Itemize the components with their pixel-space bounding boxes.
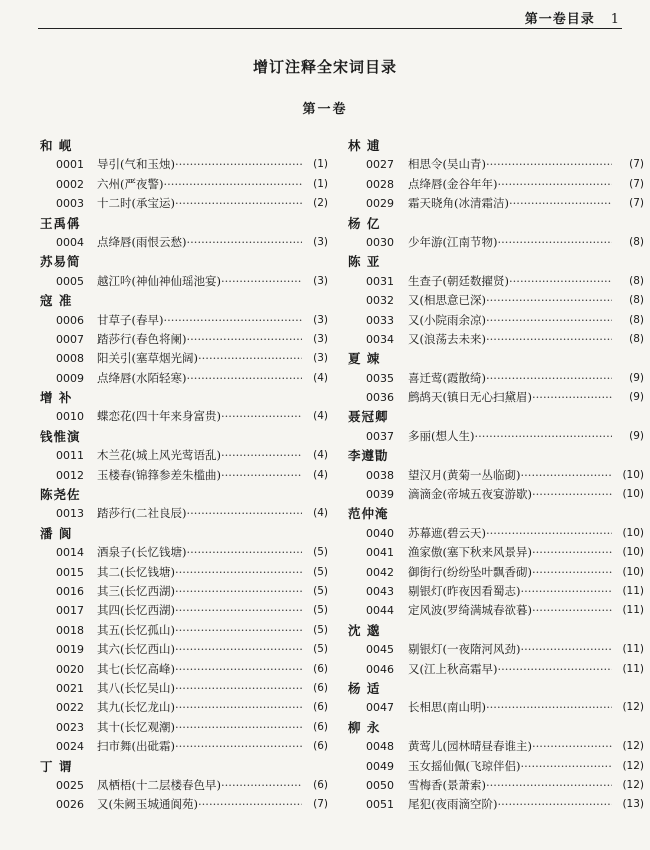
toc-entry[interactable] [348,233,644,252]
entry-title [408,524,612,543]
entry-number: 0003 [56,197,84,211]
toc-entry[interactable] [40,660,330,679]
entry-title [408,698,612,717]
entry-page: (6) [313,681,328,694]
toc-entry[interactable] [40,369,330,388]
entry-number: 0002 [56,177,84,191]
toc-entry[interactable] [348,543,644,562]
entry-number: 0050 [366,778,394,792]
entry-number: 0006 [56,313,84,327]
entry-title [408,175,612,194]
toc-entry[interactable] [348,155,644,174]
entry-title [97,504,302,523]
entry-title-text: 六州(严夜警) [97,176,164,191]
toc-entry[interactable] [40,175,330,194]
entry-title-text: 又(江上秋高霜早) [408,661,498,676]
entry-title-text: 雪梅香(景萧索) [408,777,486,792]
entry-number: 0016 [56,584,84,598]
toc-entry[interactable] [348,330,644,349]
entry-title-text: 又(朱阙玉城通阆苑) [97,797,198,812]
entry-number: 0037 [366,429,394,443]
entry-title-text: 其二(长忆钱塘) [97,564,175,579]
toc-left-column [40,136,330,815]
entry-number: 0014 [56,546,84,560]
entry-title [97,679,302,698]
entry-page: (3) [313,274,328,287]
entry-title [408,485,612,504]
entry-title-text: 又(相思意已深) [408,293,486,308]
entry-title-text: 踏莎行(二社良辰) [97,506,187,521]
toc-entry[interactable] [40,621,330,640]
entry-page: (12) [622,701,644,714]
entry-number: 0025 [56,778,84,792]
entry-page: (12) [622,778,644,791]
entry-title-text: 其四(长忆西湖) [97,603,175,618]
entry-title [97,311,302,330]
toc-entry[interactable] [348,757,644,776]
entry-page: (11) [622,584,644,597]
entry-number: 0013 [56,507,84,521]
entry-page: (4) [313,410,328,423]
entry-number: 0017 [56,604,84,618]
entry-title [408,233,612,252]
entry-title [408,291,612,310]
entry-number: 0040 [366,526,394,540]
entry-number: 0035 [366,371,394,385]
entry-number: 0049 [366,759,394,773]
toc-entry[interactable] [348,369,644,388]
entry-title-text: 黄莺儿(园林晴昼春谁主) [408,739,532,754]
entry-title-text: 其九(长忆龙山) [97,700,175,715]
entry-number: 0048 [366,740,394,754]
entry-title [408,660,612,679]
entry-title-text: 玉女摇仙佩(飞琼伴侣) [408,758,521,773]
toc-entry[interactable] [40,233,330,252]
toc-entry[interactable] [348,582,644,601]
entry-title [97,543,302,562]
entry-title-text: 多丽(想人生) [408,428,475,443]
toc-entry[interactable] [40,601,330,620]
entry-title [408,330,612,349]
volume-title: 第一卷 [302,102,348,117]
entry-number: 0008 [56,352,84,366]
toc-entry[interactable] [348,524,644,543]
toc-entry[interactable] [40,795,330,814]
entry-number: 0001 [56,158,84,172]
entry-title-text: 凤栖梧(十二层楼春色早) [97,777,221,792]
entry-page: (9) [629,429,644,442]
entry-page: (10) [622,565,644,578]
entry-page: (8) [629,313,644,326]
entry-title [97,776,302,795]
entry-page: (5) [313,623,328,636]
entry-title [97,737,302,756]
entry-title-text: 又(浪荡去未来) [408,331,486,346]
entry-number: 0044 [366,604,394,618]
author-heading: 沈 邈 [348,622,381,638]
entry-title-text: 十二时(承宝运) [97,196,175,211]
entry-number: 0012 [56,468,84,482]
entry-title [97,582,302,601]
entry-number: 0026 [56,798,84,812]
entry-title-text: 扫市舞(出砒霜) [97,739,175,754]
entry-title-text: 越江吟(神仙神仙瑶池宴) [97,273,221,288]
entry-number: 0005 [56,274,84,288]
author-heading: 潘 阆 [40,525,73,541]
toc-entry[interactable] [348,660,644,679]
entry-title [97,155,302,174]
entry-title-text: 长相思(南山明) [408,700,486,715]
entry-title-text: 御街行(纷纷坠叶飘香砌) [408,564,532,579]
entry-title [97,194,302,213]
toc-entry[interactable] [40,563,330,582]
entry-title-text: 苏幕遮(碧云天) [408,525,486,540]
entry-title-text: 尾犯(夜雨滴空阶) [408,797,498,812]
entry-title-text: 霜天晓角(冰清霜洁) [408,196,509,211]
entry-page: (4) [313,371,328,384]
toc-entry[interactable] [40,349,330,368]
toc-entry[interactable] [348,291,644,310]
entry-page: (10) [622,526,644,539]
entry-page: (10) [622,468,644,481]
toc-entry[interactable] [40,155,330,174]
entry-title [97,272,302,291]
toc-entry[interactable] [40,640,330,659]
running-head-label: 第一卷目录 [524,12,595,27]
entry-page: (1) [313,177,328,190]
entry-title [97,446,302,465]
entry-title [408,466,612,485]
entry-page: (6) [313,778,328,791]
entry-number: 0046 [366,662,394,676]
toc-entry[interactable] [348,272,644,291]
entry-title [97,601,302,620]
toc-entry[interactable] [348,427,644,446]
entry-title-text: 其八(长忆吴山) [97,680,175,695]
entry-title [408,640,612,659]
author-heading: 丁 谓 [40,758,73,774]
entry-title [97,349,302,368]
entry-page: (11) [622,604,644,617]
entry-title-text: 其五(长忆孤山) [97,622,175,637]
entry-page: (3) [313,313,328,326]
entry-title [97,795,302,814]
entry-page: (2) [313,197,328,210]
toc-entry[interactable] [348,737,644,756]
entry-title-text: 定风波(罗绮满城春欲暮) [408,603,532,618]
entry-title [408,601,612,620]
entry-title-text: 其三(长忆西湖) [97,583,175,598]
entry-title [97,175,302,194]
entry-number: 0031 [366,274,394,288]
toc-entry[interactable] [40,504,330,523]
entry-title [97,660,302,679]
entry-title-text: 喜迁莺(霞散绮) [408,370,486,385]
toc-entry[interactable] [348,698,644,717]
entry-number: 0036 [366,391,394,405]
entry-page: (7) [629,158,644,171]
author-heading: 杨 亿 [348,215,381,231]
entry-page: (3) [313,235,328,248]
entry-title [408,757,612,776]
entry-title-text: 相思令(吴山青) [408,157,486,172]
entry-number: 0047 [366,701,394,715]
entry-title [97,330,302,349]
entry-title [408,795,612,814]
entry-title-text: 其七(长忆高峰) [97,661,175,676]
toc-entry[interactable] [40,776,330,795]
entry-title-text: 又(小院雨余凉) [408,312,486,327]
entry-page: (10) [622,546,644,559]
toc-entry[interactable] [40,718,330,737]
entry-number: 0038 [366,468,394,482]
entry-number: 0034 [366,332,394,346]
entry-title-text: 剔银灯(昨夜因看蜀志) [408,583,521,598]
entry-title-text: 其六(长忆西山) [97,642,175,657]
entry-number: 0010 [56,410,84,424]
header-rule [38,28,622,29]
entry-title [97,698,302,717]
author-heading: 杨 适 [348,680,381,696]
entry-title-text: 玉楼春(锦箨参差朱槛曲) [97,467,221,482]
entry-number: 0024 [56,740,84,754]
entry-page: (7) [629,197,644,210]
running-head [525,8,620,27]
entry-title [408,369,612,388]
entry-number: 0039 [366,488,394,502]
entry-page: (4) [313,507,328,520]
toc-entry[interactable] [348,776,644,795]
entry-page: (6) [313,720,328,733]
entry-page: (9) [629,391,644,404]
toc-entry[interactable] [348,640,644,659]
entry-title-text: 剔银灯(一夜隋河风劲) [408,642,521,657]
entry-page: (5) [313,565,328,578]
author-heading: 苏易简 [40,254,81,270]
entry-number: 0020 [56,662,84,676]
entry-number: 0042 [366,565,394,579]
toc-entry[interactable] [40,330,330,349]
author-heading: 陈尧佐 [40,487,81,503]
author-heading: 寇 准 [40,293,73,309]
toc-entry[interactable] [348,601,644,620]
entry-number: 0019 [56,643,84,657]
entry-number: 0022 [56,701,84,715]
toc-entry[interactable] [40,407,330,426]
author-heading: 钱惟演 [40,428,81,444]
toc-entry[interactable] [348,795,644,814]
entry-title [408,155,612,174]
toc-entry[interactable] [40,737,330,756]
entry-title-text: 少年游(江南节物) [408,234,498,249]
entry-number: 0027 [366,158,394,172]
entry-number: 0029 [366,197,394,211]
entry-number: 0009 [56,371,84,385]
entry-title [408,543,612,562]
entry-title [97,407,302,426]
entry-title-text: 踏莎行(春色将阑) [97,331,187,346]
entry-page: (12) [622,759,644,772]
entry-number: 0030 [366,235,394,249]
entry-title [97,563,302,582]
entry-page: (5) [313,604,328,617]
entry-page: (1) [313,158,328,171]
toc-entry[interactable] [348,563,644,582]
entry-title-text: 导引(气和玉烛) [97,157,175,172]
entry-number: 0015 [56,565,84,579]
toc-entry[interactable] [40,698,330,717]
toc-entry[interactable] [40,272,330,291]
author-heading: 林 逋 [348,138,381,153]
entry-page: (5) [313,546,328,559]
toc-entry[interactable] [40,311,330,330]
entry-page: (8) [629,332,644,345]
entry-page: (9) [629,371,644,384]
entry-number: 0028 [366,177,394,191]
entry-title-text: 点绛唇(水陌轻寒) [97,370,187,385]
entry-page: (8) [629,294,644,307]
entry-title-text: 望汉月(黄菊一丛临砌) [408,467,521,482]
author-heading: 增 补 [40,390,73,406]
toc-entry[interactable] [40,543,330,562]
entry-title-text: 点绛唇(雨恨云愁) [97,234,187,249]
entry-title [408,311,612,330]
entry-page: (7) [629,177,644,190]
page-number: 1 [610,12,620,27]
toc-entry[interactable] [348,466,644,485]
author-heading: 李遵勖 [348,448,389,464]
entry-title-text: 酒泉子(长忆钱塘) [97,545,187,560]
toc-entry[interactable] [40,466,330,485]
author-heading: 和 岘 [40,138,73,153]
entry-title [408,272,612,291]
author-heading: 柳 永 [348,719,381,735]
entry-page: (11) [622,662,644,675]
entry-title [97,466,302,485]
entry-page: (7) [313,798,328,811]
toc-entry[interactable] [40,679,330,698]
entry-page: (3) [313,332,328,345]
entry-page: (8) [629,235,644,248]
entry-number: 0018 [56,623,84,637]
entry-page: (5) [313,643,328,656]
entry-number: 0041 [366,546,394,560]
entry-number: 0033 [366,313,394,327]
entry-title [408,194,612,213]
entry-title [408,776,612,795]
toc-entry[interactable] [40,194,330,213]
entry-title-text: 蝶恋花(四十年来身富贵) [97,409,221,424]
entry-title [97,233,302,252]
entry-title [97,718,302,737]
entry-title-text: 其十(长忆观潮) [97,719,175,734]
entry-title [408,563,612,582]
entry-title [408,582,612,601]
toc-entry[interactable] [348,485,644,504]
entry-title-text: 生查子(朝廷数擢贤) [408,273,509,288]
entry-title-text: 渔家傲(塞下秋来风景异) [408,545,532,560]
entry-title-text: 滴滴金(帝城五夜宴游歇) [408,487,532,502]
entry-title [97,621,302,640]
entry-number: 0021 [56,681,84,695]
toc-entry[interactable] [40,582,330,601]
author-heading: 夏 竦 [348,351,381,367]
entry-page: (4) [313,468,328,481]
toc-entry[interactable] [348,175,644,194]
entry-number: 0011 [56,449,84,463]
entry-page: (12) [622,740,644,753]
entry-page: (4) [313,449,328,462]
author-heading: 聂冠卿 [348,409,389,425]
toc-entry[interactable] [348,311,644,330]
entry-page: (10) [622,488,644,501]
entry-number: 0043 [366,584,394,598]
entry-title [97,369,302,388]
toc-right-column [348,136,644,815]
author-heading: 范仲淹 [348,506,389,522]
entry-title-text: 点绛唇(金谷年年) [408,176,498,191]
entry-title-text: 鹧鸪天(镇日无心扫黛眉) [408,390,532,405]
entry-title [408,737,612,756]
entry-number: 0004 [56,235,84,249]
entry-page: (8) [629,274,644,287]
entry-title [97,640,302,659]
book-title: 增订注释全宋词目录 [252,58,397,76]
entry-number: 0023 [56,720,84,734]
entry-number: 0051 [366,798,394,812]
entry-title-text: 木兰花(城上风光莺语乱) [97,448,221,463]
entry-number: 0032 [366,294,394,308]
entry-page: (13) [622,798,644,811]
entry-title [408,388,612,407]
entry-page: (6) [313,740,328,753]
entry-number: 0007 [56,332,84,346]
entry-number: 0045 [366,643,394,657]
toc-entry[interactable] [348,194,644,213]
toc-entry[interactable] [348,388,644,407]
entry-page: (6) [313,662,328,675]
author-heading: 王禹偁 [40,215,81,231]
entry-title [408,427,612,446]
entry-page: (6) [313,701,328,714]
entry-page: (11) [622,643,644,656]
entry-title-text: 甘草子(春早) [97,312,164,327]
entry-page: (5) [313,584,328,597]
toc-entry[interactable] [40,446,330,465]
entry-page: (3) [313,352,328,365]
author-heading: 陈 亚 [348,254,381,270]
entry-title-text: 阳关引(塞草烟光阔) [97,351,198,366]
